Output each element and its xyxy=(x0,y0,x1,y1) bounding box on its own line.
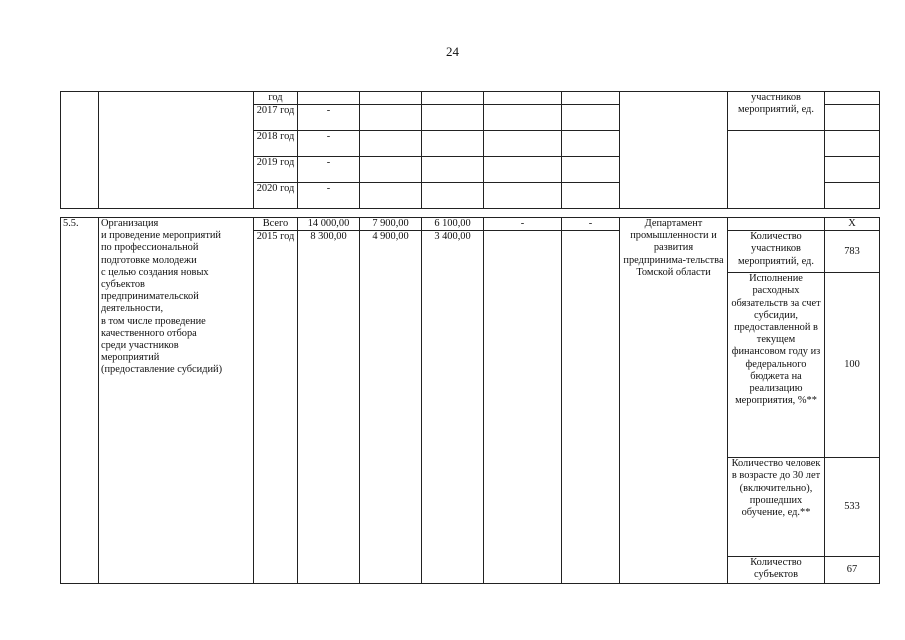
reg-cell xyxy=(422,92,484,105)
total-target: Х xyxy=(825,218,880,231)
sum-cell: - xyxy=(298,105,360,131)
indicator-empty xyxy=(728,218,825,231)
year-cell: 2019 год xyxy=(254,157,298,183)
year-2015-loc xyxy=(484,231,562,584)
other-cell xyxy=(562,92,620,105)
target-cell xyxy=(825,105,880,131)
year-2015-sum: 8 300,00 xyxy=(298,231,360,584)
executor: Департамент промышленности и развития предпринима-тельства Томской области xyxy=(620,218,728,584)
total-loc: - xyxy=(484,218,562,231)
page-number: 24 xyxy=(446,44,459,59)
year-cell: год xyxy=(254,92,298,105)
program-table xyxy=(60,91,880,209)
year-2015-label: 2015 год xyxy=(254,231,298,584)
indicator-value: 533 xyxy=(825,458,880,557)
row-number: 5.5. xyxy=(61,218,99,584)
total-label: Всего xyxy=(254,218,298,231)
year-2015-fed: 4 900,00 xyxy=(360,231,422,584)
indicator-value: 67 xyxy=(825,557,880,584)
indicator-text: Количество субъектов xyxy=(728,557,825,584)
indicator-text: Количество участников мероприятий, ед. xyxy=(728,231,825,273)
sum-cell: - xyxy=(298,157,360,183)
year-cell: 2018 год xyxy=(254,131,298,157)
total-reg: 6 100,00 xyxy=(422,218,484,231)
total-other: - xyxy=(562,218,620,231)
sum-cell: - xyxy=(298,183,360,209)
indicator-text: Количество человек в возрасте до 30 лет (включительно), прошедших обучение, ед.** xyxy=(728,458,825,557)
sum-cell xyxy=(298,92,360,105)
total-fed: 7 900,00 xyxy=(360,218,422,231)
indicator-value: 100 xyxy=(825,273,880,458)
executor-cell xyxy=(620,92,728,209)
year-2015-other xyxy=(562,231,620,584)
row-name-cell xyxy=(99,92,254,209)
year-cell: 2017 год xyxy=(254,105,298,131)
target-cell xyxy=(825,131,880,157)
table-row xyxy=(61,92,880,105)
target-cell xyxy=(825,157,880,183)
sum-cell: - xyxy=(298,131,360,157)
indicator-text: Исполнение расходных обязательств за счет субсидии, предоставленной в текущем финансовом году из федерального бюджета на реализацию мероприятия, %** xyxy=(728,273,825,458)
table-row xyxy=(61,218,880,231)
year-cell: 2020 год xyxy=(254,183,298,209)
loc-cell xyxy=(484,92,562,105)
row-number-cell xyxy=(61,92,99,209)
total-sum: 14 000,00 xyxy=(298,218,360,231)
target-cell xyxy=(825,92,880,105)
fed-cell xyxy=(360,92,422,105)
indicator-cell: участников мероприятий, ед. xyxy=(728,92,825,131)
indicator-cell xyxy=(728,131,825,209)
program-table-5-5 xyxy=(60,217,880,584)
row-name: Организация и проведение мероприятий по профессиональной подготовке молодежи с целью создания новых субъектов предпринимательской деятельности, в том числе проведение качественного отбора среди участников мероприятий (предоставление субсидий) xyxy=(99,218,254,584)
target-cell xyxy=(825,183,880,209)
year-2015-reg: 3 400,00 xyxy=(422,231,484,584)
indicator-value: 783 xyxy=(825,231,880,273)
